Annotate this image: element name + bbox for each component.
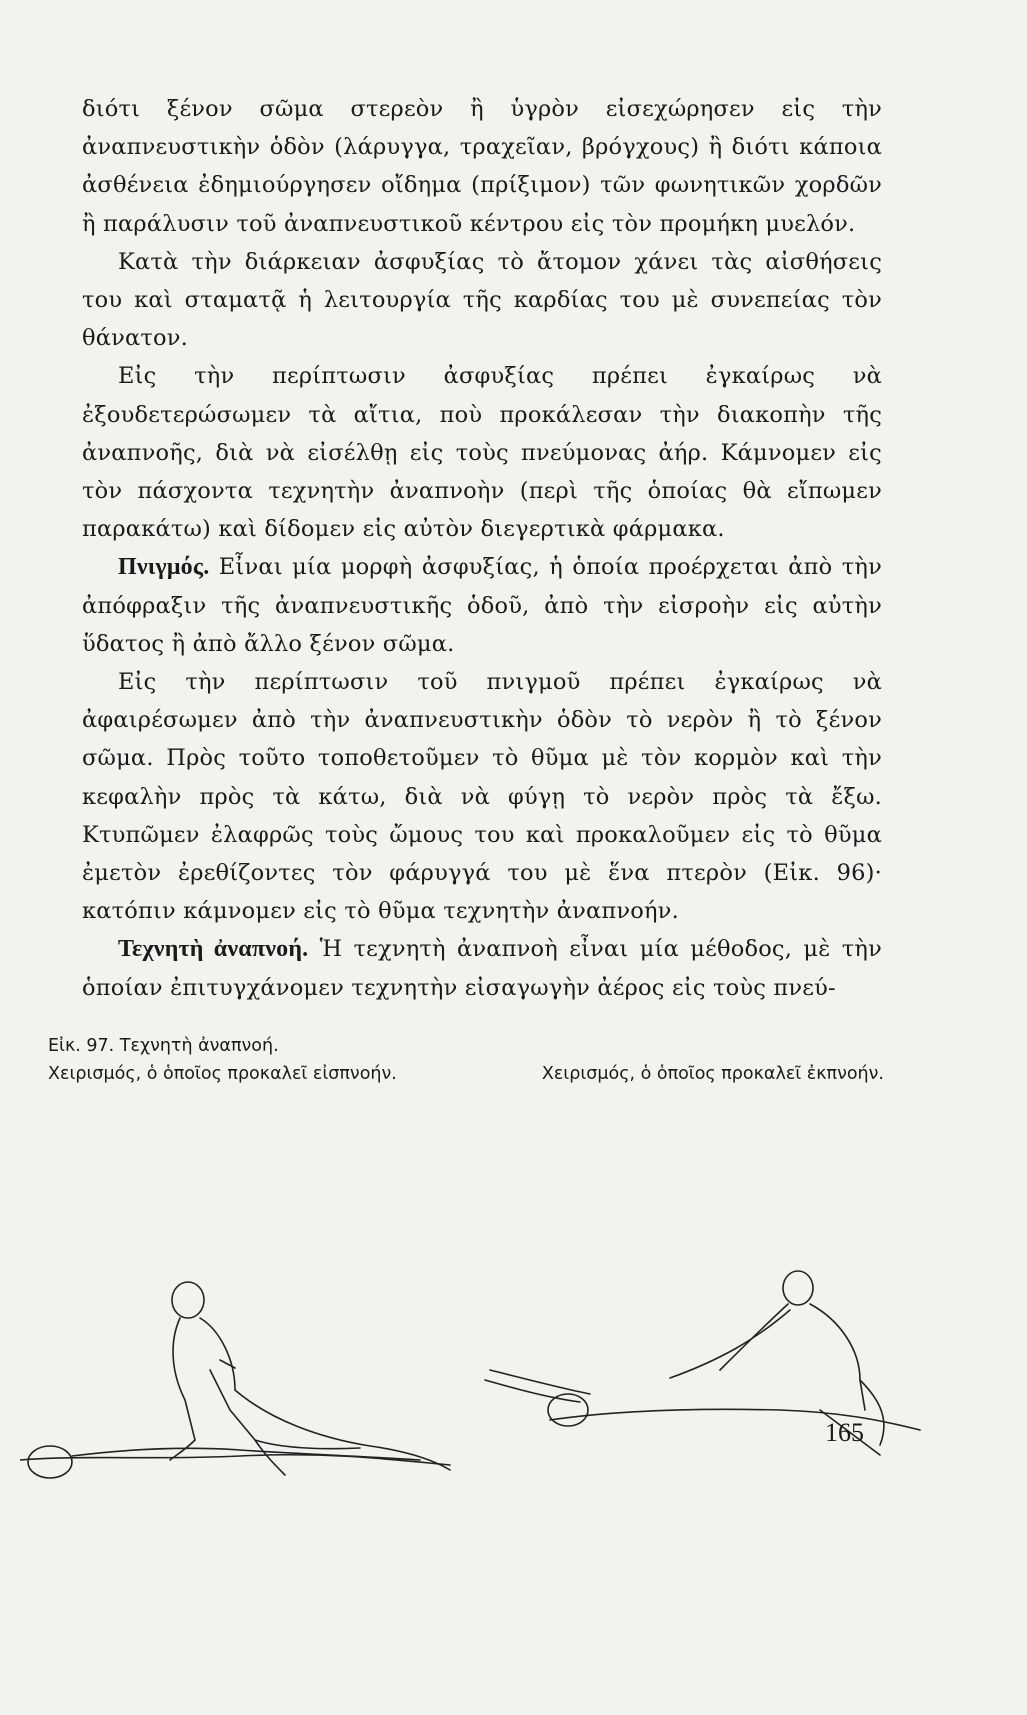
left-caption: Χειρισμός, ὁ ὁποῖος προκαλεῖ εἰσπνοήν. (48, 1064, 397, 1084)
figure-captions (48, 1032, 898, 1088)
section-term: Πνιγμός. (118, 554, 210, 581)
figure-caption: Εἰκ. 97. Τεχνητὴ ἀναπνοή. (48, 1036, 279, 1056)
paragraph: Κατὰ τὴν διάρκειαν ἀσφυξίας τὸ ἄτομον χάνει τὰς αἰσθήσεις του καὶ σταματᾷ ἡ λειτουργία τῆς καρδίας του μὲ συνεπείας τὸν θάνατον. (82, 248, 882, 352)
paragraph (82, 548, 882, 663)
left-scene-drawing (20, 1282, 450, 1478)
page-number: 165 (825, 1418, 864, 1447)
paragraph: Εἰς τὴν περίπτωσιν ἀσφυξίας πρέπει ἐγκαίρως νὰ ἐξουδετερώσωμεν τὰ αἴτια, ποὺ προκάλεσαν τὴν διακοπὴν τῆς ἀναπνοῆς, διὰ νὰ εἰσέλθῃ εἰς τοὺς πνεύμονας ἀήρ. Κάμνομεν εἰς τὸν πάσχοντα τεχνητὴν ἀναπνοὴν (περὶ τῆς ὁποίας θὰ εἴπωμεν παρακάτω) καὶ δίδομεν εἰς αὐτὸν διεγερτικὰ φάρμακα. (82, 363, 882, 543)
section-term: Τεχνητὴ ἀναπνοή. (118, 936, 309, 963)
paragraph (82, 930, 882, 1006)
paragraph-text: Ἡ τεχνητὴ ἀναπνοὴ εἶναι μία μέθοδος, μὲ τὴν ὁποίαν ἐπιτυγχάνομεν τεχνητὴν εἰσαγωγὴν ἀέρος εἰς τοὺς πνεύ- (82, 936, 882, 1001)
body-text (82, 90, 882, 1007)
paragraph-text: Εἶναι μία μορφὴ ἀσφυξίας, ἡ ὁποία προέρχεται ἀπὸ τὴν ἀπόφραξιν τῆς ἀναπνευστικῆς ὁδοῦ, ἀπὸ τὴν εἰσροὴν εἰς αὐτὴν ὕδατος ἢ ἀπὸ ἄλλο ξένον σῶμα. (82, 554, 882, 657)
paragraph: διότι ξένον σῶμα στερεὸν ἢ ὑγρὸν εἰσεχώρησεν εἰς τὴν ἀναπνευστικὴν ὁδὸν (λάρυγγα, τραχεῖαν, βρόγχους) ἢ διότι κάποια ἀσθένεια ἐδημιούργησεν οἴδημα (πρίξιμον) τῶν φωνητικῶν χορδῶν ἢ παράλυσιν τοῦ ἀναπνευστικοῦ κέντρου εἰς τὸν προμήκη μυελόν. (82, 96, 882, 237)
right-caption: Χειρισμός, ὁ ὁποῖος προκαλεῖ ἐκπνοήν. (541, 1064, 884, 1084)
paragraph: Εἰς τὴν περίπτωσιν τοῦ πνιγμοῦ πρέπει ἐγκαίρως νὰ ἀφαιρέσωμεν ἀπὸ τὴν ἀναπνευστικὴν ὁδὸν τὸ νερὸν ἢ τὸ ξένον σῶμα. Πρὸς τοῦτο τοποθετοῦμεν τὸ θῦμα μὲ τὸν κορμὸν καὶ τὴν κεφαλὴν πρὸς τὰ κάτω, διὰ νὰ φύγῃ τὸ νερὸν πρὸς τὰ ἔξω. Κτυπῶμεν ἐλαφρῶς τοὺς ὤμους του καὶ προκαλοῦμεν εἰς τὸ θῦμα ἐμετὸν ἐρεθίζοντες τὸν φάρυγγά του μὲ ἕνα πτερὸν (Εἰκ. 96)· κατόπιν κάμνομεν εἰς τὸ θῦμα τεχνητὴν ἀναπνοήν. (82, 669, 882, 925)
artificial-respiration-illustration (20, 1105, 1000, 1715)
